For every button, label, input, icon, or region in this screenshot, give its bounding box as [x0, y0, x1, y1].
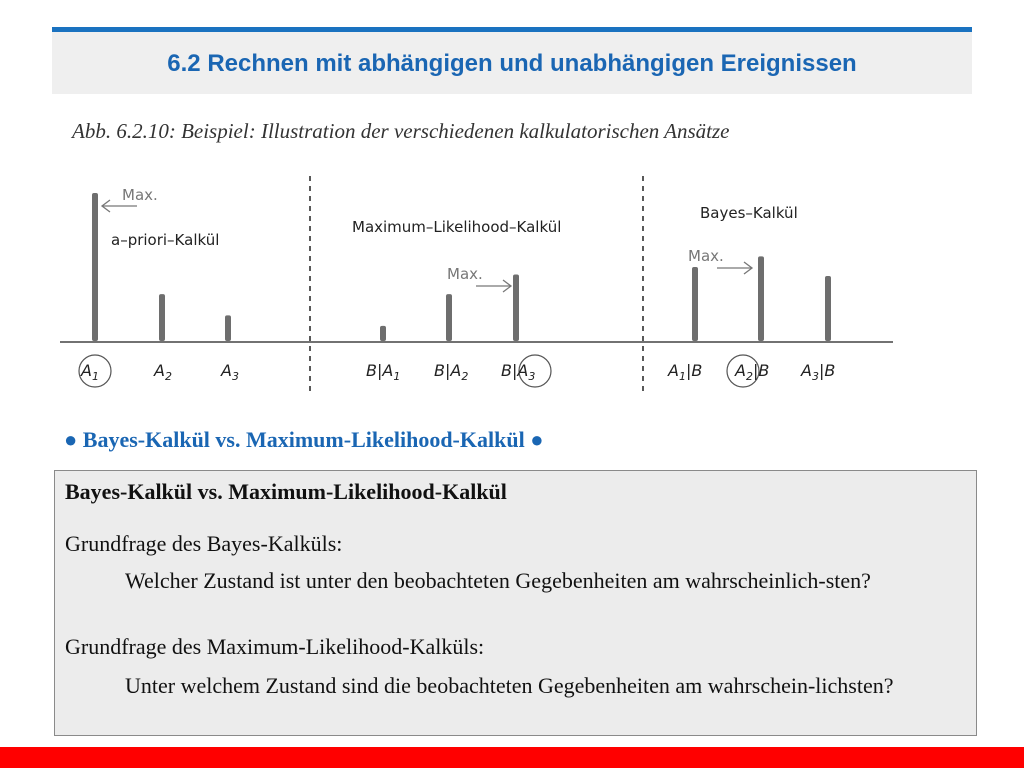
ml-question-label: Grundfrage des Maximum-Likelihood-Kalküls: — [65, 634, 485, 659]
figure-caption: Abb. 6.2.10: Beispiel: Illustration der verschiedenen kalkulatorischen Ansätze — [72, 119, 730, 143]
ml-question-text: Unter welchem Zustand sind die beobachteten Gegebenheiten am wahrschein-lichsten? — [125, 673, 894, 698]
panel-label-ml: Maximum–Likelihood–Kalkül — [352, 218, 562, 236]
max-label-apriori: Max. — [122, 186, 158, 204]
bar-panel1-2 — [159, 294, 165, 341]
tick-label-panel3-2: $A_2|B$ — [735, 361, 770, 383]
definition-box — [54, 470, 977, 736]
tick-label-panel2-1: $B|A_1$ — [366, 361, 401, 383]
tick-label-panel2-2: $B|A_2$ — [434, 361, 469, 383]
slide-title: 6.2 Rechnen mit abhängigen und unabhängigen Ereignissen — [167, 50, 857, 77]
bayes-question-text: Welcher Zustand ist unter den beobachteten Gegebenheiten am wahrscheinlich-sten? — [125, 568, 871, 593]
tick-label-panel1-1: $A_1$ — [81, 361, 99, 383]
footer-bar — [0, 747, 1024, 768]
panel-label-bayes: Bayes–Kalkül — [700, 204, 798, 222]
bar-panel1-3 — [225, 315, 231, 341]
max-label-ml: Max. — [447, 265, 483, 283]
tick-label-panel1-3: $A_3$ — [221, 361, 239, 383]
tick-label-panel3-1: $A_1|B$ — [668, 361, 703, 383]
bayes-question-label: Grundfrage des Bayes-Kalküls: — [65, 531, 343, 556]
tick-label-panel2-3: $B|A_3$ — [501, 361, 536, 383]
bar-panel3-1 — [692, 267, 698, 341]
panel-label-apriori: a–priori–Kalkül — [111, 231, 220, 249]
tick-label-panel3-3: $A_3|B$ — [801, 361, 836, 383]
bar-panel1-1 — [92, 193, 98, 341]
bar-panel2-1 — [380, 326, 386, 341]
bar-panel3-2 — [758, 256, 764, 341]
bar-panel3-3 — [825, 276, 831, 341]
bar-panel2-2 — [446, 294, 452, 341]
bar-panel2-3 — [513, 275, 519, 341]
max-label-bayes: Max. — [688, 247, 724, 265]
box-title: Bayes-Kalkül vs. Maximum-Likelihood-Kalkül — [65, 479, 507, 504]
section-heading: ● Bayes-Kalkül vs. Maximum-Likelihood-Kalkül ● — [64, 427, 544, 452]
tick-label-panel1-2: $A_2$ — [154, 361, 172, 383]
